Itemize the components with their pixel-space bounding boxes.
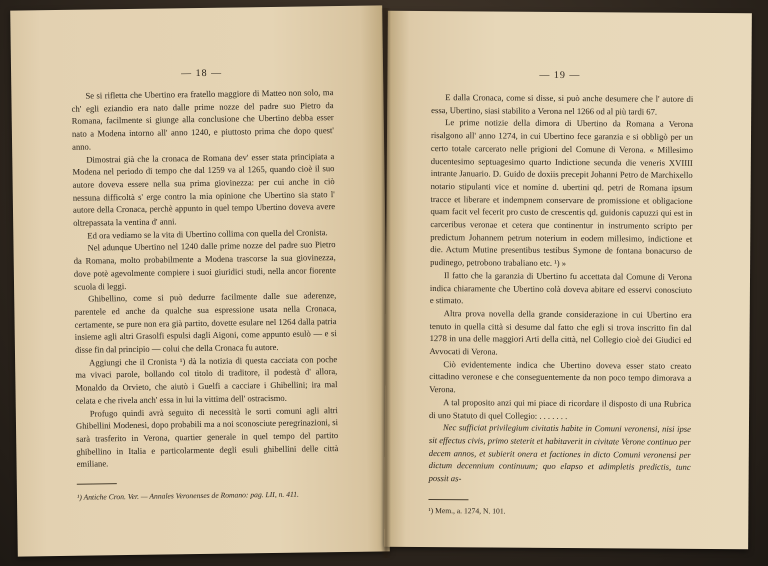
footnote-rule (77, 483, 117, 485)
statute-quote: Nec sufficiat privilegium civitatis habite in Comuni veronensi, nisi ipse sit effectus civis, primo steterit et habitaverit in civitate Verone continuo per decem annos, et subierit onera et factiones in dicto Comuni veronensi per dictum decennium continuum; quo elapso et adimpletis predictis, tunc possit as- (428, 422, 691, 484)
paragraph: Se si rifletta che Ubertino era fratello maggiore di Matteo non solo, ma ch' egli eziandio era nato dalle prime nozze del padre suo Pietro da Romana, facilmente si giunge alla conclusione che Ubertino debba esser nato a Modena intorno all' anno 1240, e piuttosto prima che dopo quest' anno. (71, 87, 334, 152)
paragraph: Le prime notizie della dimora di Ubertino da Romana a Verona risalgono all' anno 1274, in cui Ubertino fece garanzia e si obbligò per un certo totale carcerato nelle prigioni del Comune di Verona. « Millesimo ducentesimo septuagesimo quarto Indictione secunda die veneris XVIIII intrante Januario. D. Guido de doxiis precepit Johanni Petro de Marchixello notario stipulanti vice et nomine d. ubertini qd. petri de Romana ipsum tracce et liberare et indempnem conservare de promissione et obligacione quam facit vel fecerit pro custo de crescentis qd. guidonis capuzzi qui est in carceribus veronae et cetera que continentur in instrumento scripto per predictum Johannem petrum noterium in eodem millesimo, indictione et die. Actum Mutine presentibus testibus Symone de fontana bonacurso de pudinego, petrobono trabaliano etc. ¹) » (430, 117, 694, 269)
paragraph: Ed ora vediamo se la vita di Ubertino collima con quella del Cronista. (87, 226, 328, 241)
right-page (384, 11, 752, 550)
paragraph: Dimostrai già che la cronaca de Romana dev' esser stata principiata a Modena nel periodo di tempo che dal 1259 va al 1265, quando cioè il suo autore doveva essere nella sua prima giovinezza: per cui anche in ciò nessuna difficoltà s' erge contro la mia opinione che Ubertino sia stato l' autore della Cronaca, perchè appunto in quel tempo Ubertino doveva avere oltrepassata la ventina d' anni. (72, 150, 336, 228)
page-body (429, 91, 694, 487)
paragraph: Il fatto che la garanzia di Ubertino fu accettata dal Comune di Verona indica chiaramente che Ubertino colà doveva abitare ed esservi conosciuto e stimato. (429, 269, 693, 306)
footnote: ¹) Antiche Cron. Ver. — Annales Veronenses de Romano: pag. LII, n. 411. (76, 489, 299, 502)
paragraph: E dalla Cronaca, come si disse, si può anche desumere che l' autore di essa, Ubertino, siasi stabilito a Verona nel 1266 od al più tardi 67. (431, 92, 694, 117)
paragraph: Altra prova novella della grande considerazione in cui Ubertino era tenuto in quella città si desume dal fatto che egli si trova inscritto fin dal 1278 in una delle maggiori Arti della città, nel Collegio cioè dei Giudici ed Avvocati di Verona. (429, 308, 692, 357)
page-number: — 19 — (539, 69, 581, 82)
paragraph: Ciò evidentemente indica che Ubertino doveva esser stato creato cittadino veronese e che conseguentemente da non poco tempo dimorava a Verona. (429, 358, 692, 395)
paragraph: Profugo quindi avrà seguito di necessità le sorti comuni agli altri Ghibellini Modenesi, dopo probabili ma a noi sconosciute peregrinazioni, si sarà trasferito in Verona, quartier generale in quel tempo del partito ghibellino in Italia e particolarmente degli esuli ghibellini delle città emiliane. (75, 404, 339, 470)
paragraph: Ghibellino, come si può dedurre facilmente dalle sue aderenze, parentele ed anche da qualche sua espressione usata nella Cronaca, certamente, se pure non era già partito, dovette esulare nel 1264 dalla patria insieme agli altri Grasolfi espulsi dagli Aigoni, come appunto esulò — e si disse fin dal principio — colui che della Cronaca fu autore. (74, 290, 337, 355)
book-gutter (381, 8, 391, 558)
paragraph: Aggiungi che il Cronista ¹) dà la notizia di questa cacciata con poche ma vivaci parole, bollando col titolo di traditore, il podestà d' allora, Monaldo da Orvieto, che aiutò i Guelfi a cacciare i Ghibellini; ira mal celata e che rivela anch' essa in lui la vittima dell' ostracismo. (75, 353, 338, 406)
footnote: ¹) Mem., a. 1274, N. 101. (428, 506, 506, 516)
left-page (10, 5, 390, 556)
page-body (71, 86, 338, 471)
paragraph: A tal proposito anzi qui mi piace di ricordare il disposto di una Rubrica di uno Statuto di quel Collegio: . . . . . . . (429, 397, 692, 421)
paragraph: Nel adunque Ubertino nel 1240 dalle prime nozze del padre suo Pietro da Romana, molto probabilmente a Modena trascorse la sua giovinezza, dove potè agevolmente compiere i suoi giuridici studi, nella ancor fiorente scuola di leggi. (73, 239, 336, 292)
page-number: — 18 — (181, 67, 223, 80)
footnote-rule (428, 499, 468, 500)
